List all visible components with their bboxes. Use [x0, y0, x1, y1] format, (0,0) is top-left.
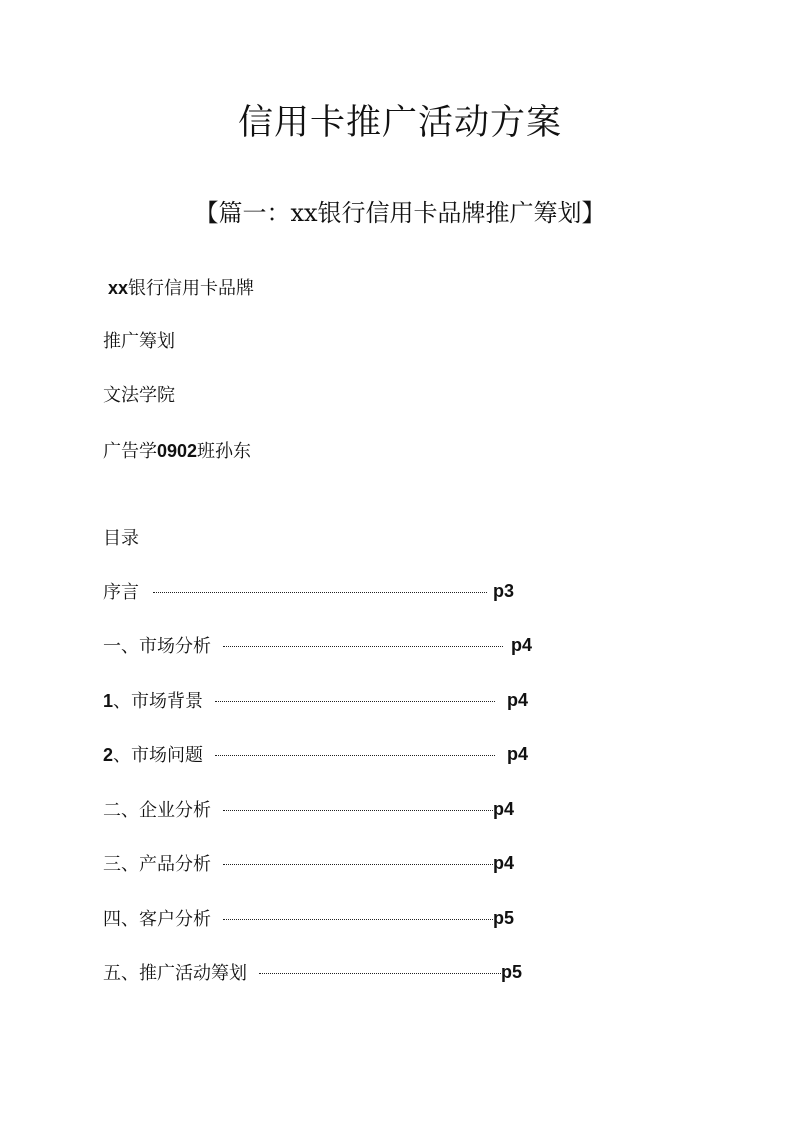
toc-heading: 目录: [103, 528, 139, 549]
toc-entry-page: p4: [493, 798, 515, 819]
toc-entry-customer-analysis: [103, 905, 514, 931]
toc-entry-market-problems: [103, 741, 528, 767]
toc-dot-leader: [215, 755, 495, 756]
cover-info-bank-brand: [108, 276, 254, 301]
toc-entry-label: 1、市场背景: [103, 691, 204, 712]
cover-info-subtitle: 推广筹划: [103, 331, 175, 352]
toc-entry-label: 三、产品分析: [103, 854, 211, 875]
toc-entry-page: p3: [493, 580, 515, 601]
toc-entry-promotion-plan: [103, 959, 522, 985]
toc-entry-number: 1: [103, 691, 114, 711]
toc-dot-leader: [259, 973, 501, 974]
toc-entry-company-analysis: [103, 796, 514, 822]
toc-entry-label: 一、市场分析: [103, 636, 211, 657]
toc-dot-leader: [223, 864, 493, 865]
toc-dot-leader: [223, 810, 493, 811]
cover-info-class-number: 0902: [157, 441, 198, 461]
toc-entry-page: p5: [493, 907, 515, 928]
toc-entry-preface: [103, 578, 514, 604]
toc-entry-market-background: [103, 687, 528, 713]
toc-entry-page: p4: [507, 743, 529, 764]
toc-entry-label: 2、市场问题: [103, 745, 204, 766]
toc-entry-label: 四、客户分析: [103, 909, 211, 930]
toc-dot-leader: [215, 701, 495, 702]
toc-dot-leader: [223, 646, 503, 647]
toc-entry-label: 二、企业分析: [103, 800, 211, 821]
cover-info-bank-prefix: xx: [108, 278, 129, 298]
section-title: 【篇一：xx银行信用卡品牌推广筹划】: [194, 199, 606, 227]
toc-entry-page: p4: [493, 852, 515, 873]
toc-dot-leader: [223, 919, 493, 920]
toc-entry-page: p5: [501, 961, 523, 982]
document-title: 信用卡推广活动方案: [237, 103, 562, 143]
cover-info-college: 文法学院: [103, 385, 175, 406]
toc-entry-page: p4: [511, 634, 533, 655]
cover-info-class-author: [103, 439, 251, 464]
cover-info-bank-text: 银行信用卡品牌: [128, 278, 255, 299]
cover-info-major: 广告学: [103, 441, 157, 462]
cover-info-author: 班孙东: [197, 441, 252, 462]
toc-entry-label: 序言: [103, 582, 139, 603]
toc-entry-number: 2: [103, 745, 114, 765]
toc-entry-page: p4: [507, 689, 529, 710]
toc-entry-market-analysis: [103, 632, 532, 658]
toc-dot-leader: [153, 592, 487, 593]
toc-entry-label: 五、推广活动筹划: [103, 963, 247, 984]
toc-entry-product-analysis: [103, 850, 514, 876]
